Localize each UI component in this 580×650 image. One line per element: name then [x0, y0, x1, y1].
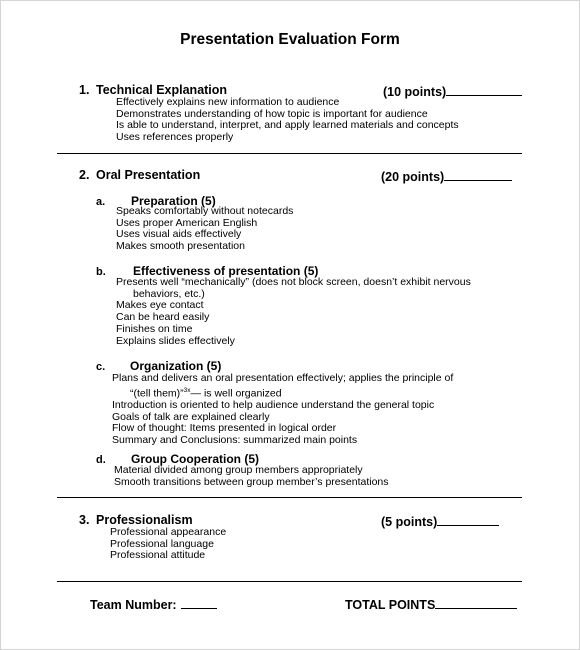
section-1-items: [116, 97, 459, 144]
list-item: Plans and delivers an oral presentation effectively; applies the principle of: [112, 372, 454, 384]
subsection-d-letter: d.: [96, 454, 106, 466]
section-2-score-blank[interactable]: [444, 168, 512, 181]
section-2-heading: Oral Presentation: [96, 168, 201, 182]
list-item: Uses visual aids effectively: [116, 228, 242, 241]
list-item: Flow of thought: Items presented in logical order: [112, 422, 337, 435]
subsection-c-items: [112, 373, 453, 447]
tell-them-text: “(tell them)”: [130, 387, 184, 400]
list-item: Can be heard easily: [116, 311, 210, 324]
section-2-points-label: (20 points): [381, 170, 445, 184]
section-3-score-blank[interactable]: [437, 513, 499, 526]
subsection-d-items: [114, 465, 389, 488]
subsection-a-items: [116, 206, 293, 253]
list-item: Finishes on time: [116, 322, 193, 335]
list-item: Makes eye contact: [116, 299, 204, 312]
list-item: behaviors, etc.): [133, 287, 205, 300]
subsection-b-letter: b.: [96, 266, 106, 278]
list-item: Uses references properly: [116, 131, 234, 144]
section-2-points: [381, 168, 512, 184]
section-2-number: 2.: [79, 168, 90, 182]
list-item: Makes smooth presentation: [116, 240, 245, 253]
list-item: Professional appearance: [110, 526, 227, 538]
list-item: Is able to understand, interpret, and apply learned materials and concepts: [116, 119, 459, 132]
total-points-label: TOTAL POINTS: [345, 598, 436, 612]
section-1-heading: Technical Explanation: [96, 83, 228, 97]
subsection-c-heading: Organization (5): [130, 359, 222, 373]
total-points-blank[interactable]: [435, 596, 517, 609]
team-number-blank[interactable]: [181, 596, 217, 609]
divider: [57, 581, 522, 582]
section-3-heading: Professionalism: [96, 513, 193, 527]
list-item: Demonstrates understanding of how topic is important for audience: [116, 107, 428, 120]
list-item: Professional language: [110, 537, 214, 550]
subsection-b-items: [116, 277, 471, 347]
list-item: [112, 385, 453, 400]
section-3-items: [110, 527, 226, 562]
superscript-3x: 3x: [183, 386, 191, 394]
team-number-field: [90, 596, 217, 612]
section-3-points: [381, 513, 499, 529]
list-item: Speaks comfortably without notecards: [116, 205, 294, 217]
list-item: Effectively explains new information to audience: [116, 96, 340, 108]
divider: [57, 497, 522, 498]
list-item: Material divided among group members appropriately: [114, 464, 363, 476]
subsection-b-heading: Effectiveness of presentation (5): [133, 264, 319, 278]
section-1-points-label: (10 points): [383, 85, 447, 99]
section-3-points-label: (5 points): [381, 515, 438, 529]
list-item: Smooth transitions between group member’s presentations: [114, 475, 389, 488]
total-points-field: [345, 596, 517, 612]
divider: [57, 153, 522, 154]
list-item: Explains slides effectively: [116, 334, 235, 347]
list-item: Introduction is oriented to help audience understand the general topic: [112, 398, 435, 411]
section-3-number: 3.: [79, 513, 90, 527]
section-1-score-blank[interactable]: [446, 83, 522, 96]
section-1-number: 1.: [79, 83, 90, 97]
list-item: Professional attitude: [110, 549, 206, 562]
form-title: Presentation Evaluation Form: [180, 31, 400, 48]
list-item: Presents well “mechanically” (does not block screen, doesn’t exhibit nervous: [116, 276, 471, 288]
list-item: Summary and Conclusions: summarized main points: [112, 434, 358, 447]
subsection-c-letter: c.: [96, 361, 106, 373]
subsection-d-heading: Group Cooperation (5): [131, 452, 259, 466]
team-number-label: Team Number:: [90, 598, 177, 612]
subsection-a-heading: Preparation (5): [131, 194, 216, 208]
list-item: Goals of talk are explained clearly: [112, 410, 270, 423]
list-item: Uses proper American English: [116, 216, 258, 229]
subsection-a-letter: a.: [96, 196, 106, 208]
well-organized-text: — is well organized: [190, 387, 282, 400]
